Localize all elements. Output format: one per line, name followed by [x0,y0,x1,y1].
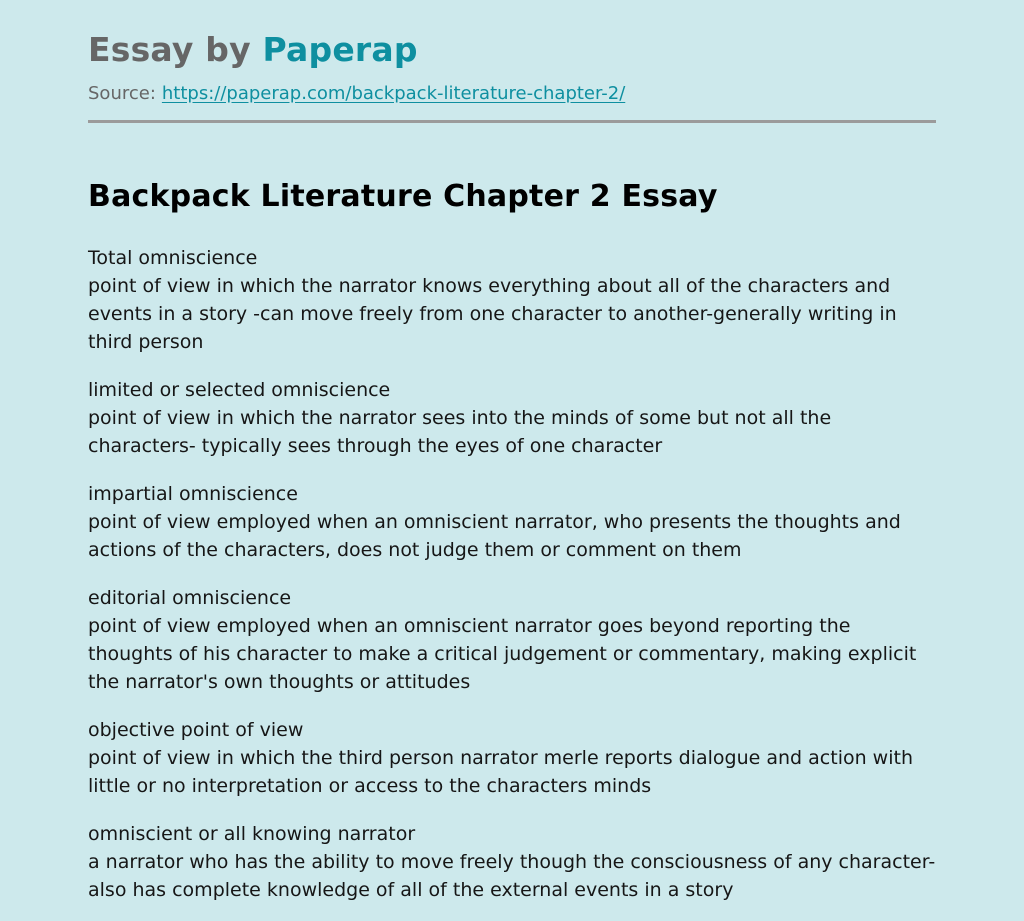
source-row [88,83,936,104]
section-term: limited or selected omniscience [88,379,391,401]
section-term: Total omniscience [88,247,258,269]
essay-section [88,584,936,696]
essay-section [88,376,936,460]
page-title-prefix: Essay by [88,30,251,69]
essay-content [88,179,936,904]
source-link[interactable]: https://paperap.com/backpack-literature-chapter-2/ [161,83,626,104]
essay-section [88,820,936,904]
essay-article [88,179,936,904]
section-definition: point of view in which the third person narrator merle reports dialogue and action with little or no interpretation or access to the characters minds [88,747,913,797]
section-definition: point of view employed when an omniscient narrator goes beyond reporting the thoughts of his character to make a critical judgement or commentary, making explicit the narrator's own thoughts or attitudes [88,615,917,693]
source-label: Source: [88,83,156,104]
section-definition: point of view in which the narrator knows everything about all of the characters and events in a story -can move freely from one character to another-generally writing in third person [88,275,897,353]
section-term: editorial omniscience [88,587,292,609]
essay-section [88,244,936,356]
essay-title: Backpack Literature Chapter 2 Essay [88,179,718,214]
page-header [88,30,936,123]
essay-section [88,716,936,800]
page-title [88,30,936,69]
section-definition: point of view in which the narrator sees into the minds of some but not all the characters- typically sees through the eyes of one character [88,407,832,457]
section-term: omniscient or all knowing narrator [88,823,416,845]
essay-section [88,480,936,564]
section-definition: a narrator who has the ability to move freely though the consciousness of any character- also has complete knowledge of all of the external events in a story [88,851,936,901]
brand-name: Paperap [262,30,418,69]
section-definition: point of view employed when an omniscient narrator, who presents the thoughts and actions of the characters, does not judge them or comment on them [88,511,901,561]
section-term: objective point of view [88,719,304,741]
section-term: impartial omniscience [88,483,298,505]
divider [88,120,936,123]
